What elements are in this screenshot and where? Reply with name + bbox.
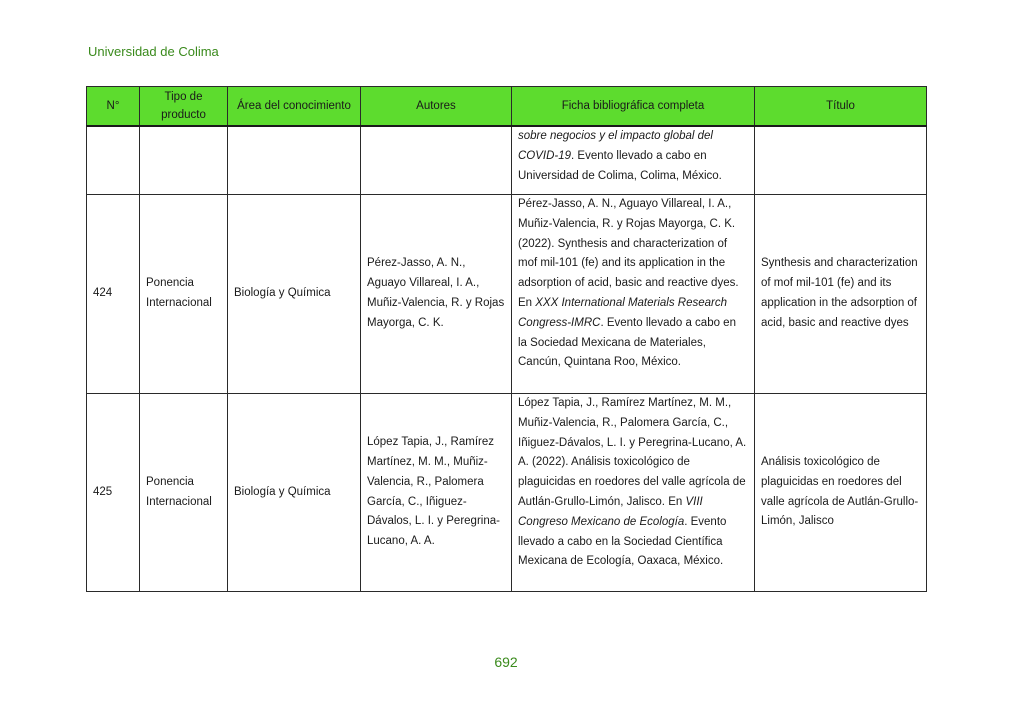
ficha-text: Pérez-Jasso, A. N., Aguayo Villareal, I. A., Muñiz-Valencia, R. y Rojas Mayorga, C. K. (2022). Synthesis and characterization of mof mil-101 (fe) and its application in the adsorption of acid, basic and reactive dyes. En <box>518 198 739 309</box>
ficha-cell <box>512 394 755 592</box>
titulo: Synthesis and characterization of mof mil-101 (fe) and its application in the adsorption of acid, basic and reactive dyes <box>755 195 927 394</box>
table-row <box>87 195 927 394</box>
column-header-area: Área del conocimiento <box>228 87 361 127</box>
row-number: 424 <box>87 195 140 394</box>
ficha-cell <box>512 126 755 195</box>
page-number: 692 <box>494 654 518 670</box>
tipo-producto: Ponencia Internacional <box>140 195 228 394</box>
column-header-autores: Autores <box>361 87 512 127</box>
tipo-producto: Ponencia Internacional <box>140 394 228 592</box>
column-header-ficha: Ficha bibliográfica completa <box>512 87 755 127</box>
area-conocimiento: Biología y Química <box>228 195 361 394</box>
autores: López Tapia, J., Ramírez Martínez, M. M., Muñiz-Valencia, R., Palomera García, C., Iñiguez-Dávalos, L. I. y Peregrina-Lucano, A. A. <box>361 394 512 592</box>
table-cell <box>755 126 927 195</box>
column-header-titulo: Título <box>755 87 927 127</box>
ficha-text: . Evento llevado a cabo en la Sociedad Científica Mexicana de Ecología, Oaxaca, México. <box>518 515 727 568</box>
table-row-continuation <box>87 126 927 195</box>
ficha-italic-text: sobre negocios y el impacto global del COVID-19 <box>518 130 713 162</box>
table-cell <box>87 126 140 195</box>
ficha-cell <box>512 195 755 394</box>
ficha-italic-text: VIII Congreso Mexicano de Ecología <box>518 495 703 528</box>
ficha-text: . Evento llevado a cabo en Universidad de Colima, Colima, México. <box>518 149 722 182</box>
institution-title: Universidad de Colima <box>88 44 219 59</box>
autores: Pérez-Jasso, A. N., Aguayo Villareal, I. A., Muñiz-Valencia, R. y Rojas Mayorga, C. K. <box>361 195 512 394</box>
bibliography-table <box>86 86 927 592</box>
area-conocimiento: Biología y Química <box>228 394 361 592</box>
ficha-text: López Tapia, J., Ramírez Martínez, M. M., Muñiz-Valencia, R., Palomera García, C., Iñiguez-Dávalos, L. I. y Peregrina-Lucano, A. A. (2022). Análisis toxicológico de plaguicidas en roedores del valle agrícola de Autlán-Grullo-Limón, Jalisco. En <box>518 397 747 508</box>
ficha-italic-text: XXX International Materials Research Congress-IMRC <box>518 296 728 329</box>
table-cell <box>228 126 361 195</box>
table-header-row <box>87 87 927 127</box>
column-header-num: N° <box>87 87 140 127</box>
table-row <box>87 394 927 592</box>
table-cell <box>140 126 228 195</box>
table-cell <box>361 126 512 195</box>
column-header-tipo: Tipo de producto <box>140 87 228 127</box>
row-number: 425 <box>87 394 140 592</box>
titulo: Análisis toxicológico de plaguicidas en roedores del valle agrícola de Autlán-Grullo-Limón, Jalisco <box>755 394 927 592</box>
ficha-text: . Evento llevado a cabo en la Sociedad Mexicana de Materiales, Cancún, Quintana Roo, México. <box>518 316 736 369</box>
